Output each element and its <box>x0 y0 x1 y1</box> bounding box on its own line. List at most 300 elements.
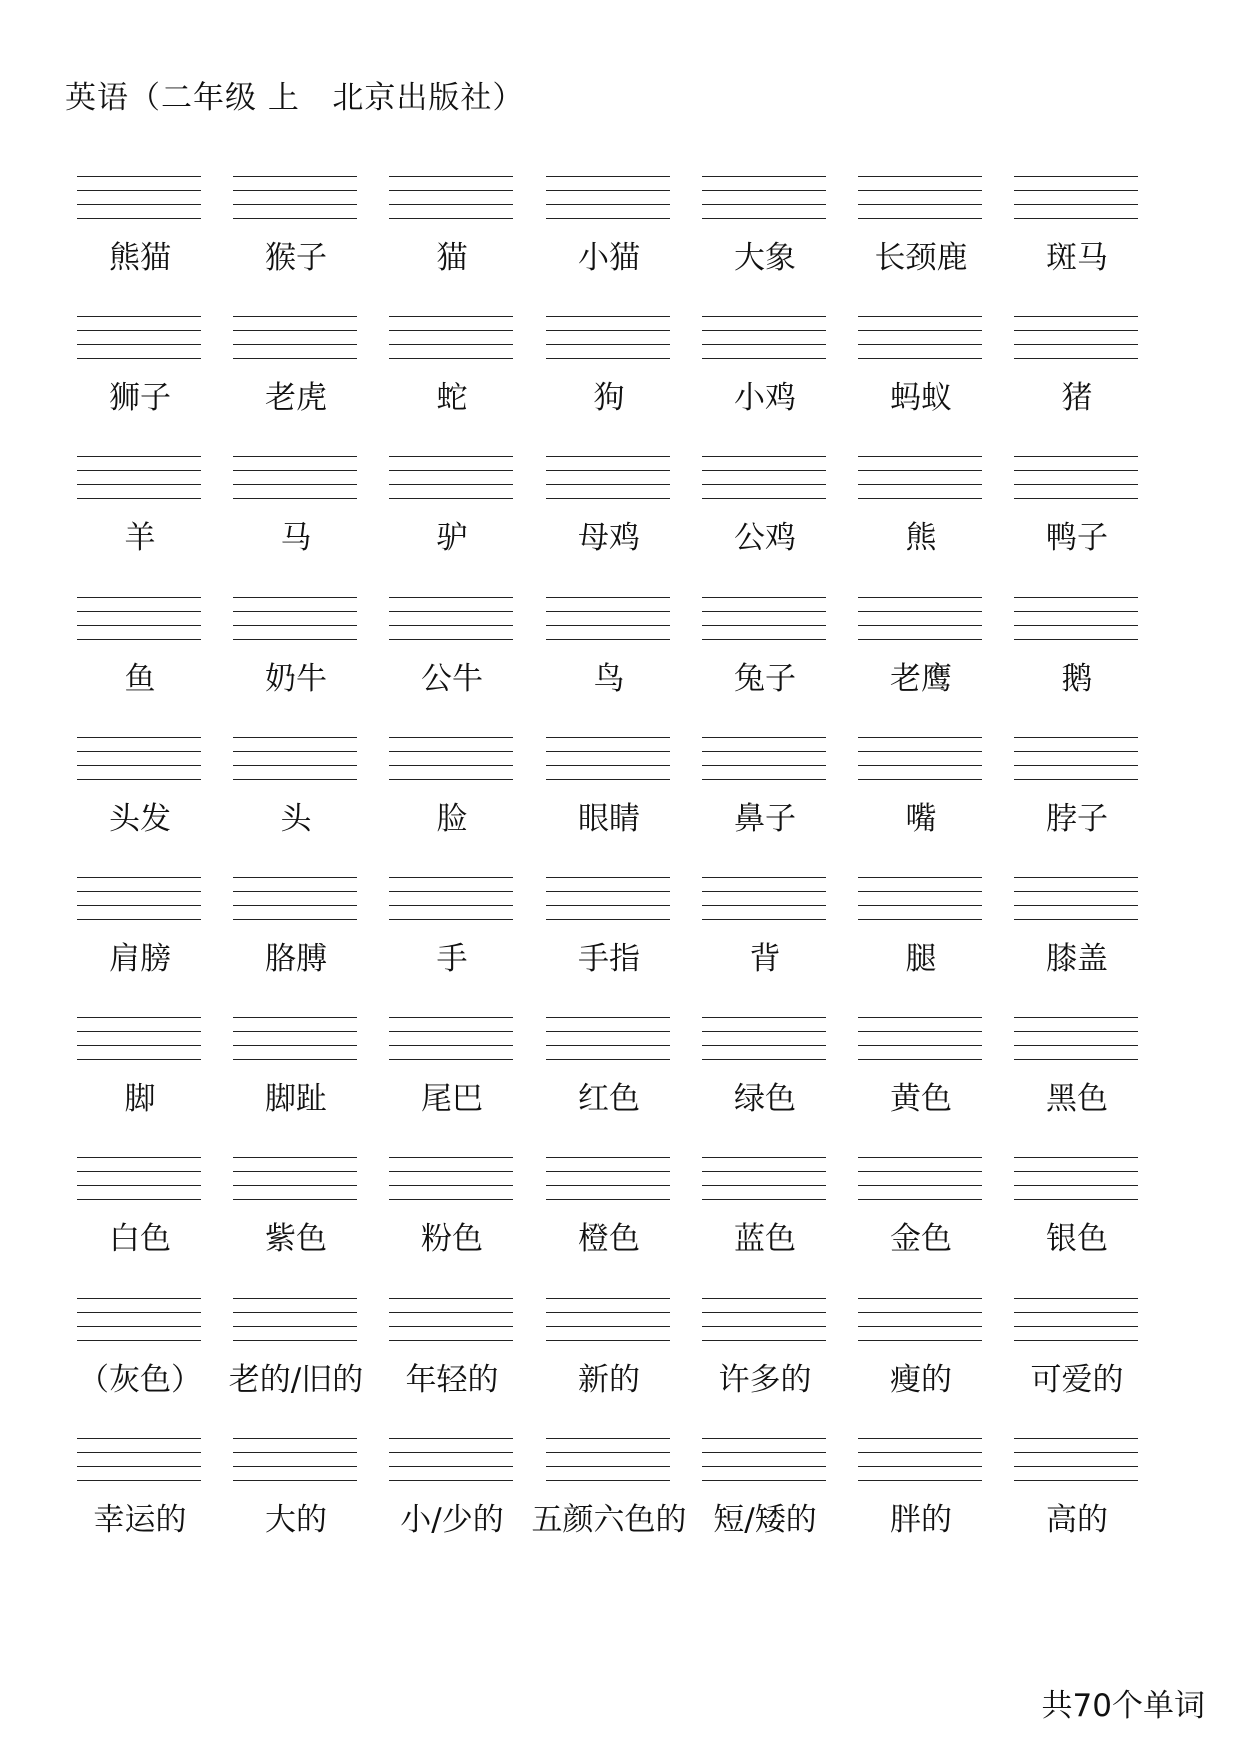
vocab-cell <box>389 176 515 276</box>
ruled-line <box>858 625 982 626</box>
ruled-line <box>858 1340 982 1341</box>
writing-lines[interactable] <box>1014 737 1140 784</box>
vocab-word: 猫 <box>436 240 468 276</box>
vocab-word: 头发 <box>109 801 171 837</box>
writing-lines[interactable] <box>389 176 515 223</box>
ruled-line <box>77 204 201 205</box>
writing-lines[interactable] <box>389 1298 515 1345</box>
writing-lines[interactable] <box>858 877 984 924</box>
ruled-line <box>858 611 982 612</box>
ruled-line <box>858 1438 982 1439</box>
vocab-cell <box>389 316 515 416</box>
vocab-word: 老鹰 <box>890 661 952 697</box>
ruled-line <box>702 1340 826 1341</box>
vocab-cell <box>858 456 984 556</box>
ruled-line <box>546 316 670 317</box>
writing-lines[interactable] <box>77 1298 203 1345</box>
vocab-cell <box>389 1438 515 1538</box>
ruled-line <box>389 1466 513 1467</box>
vocab-word: 猴子 <box>265 240 327 276</box>
vocab-cell <box>546 737 672 837</box>
ruled-line <box>702 204 826 205</box>
vocab-cell <box>546 1298 672 1398</box>
ruled-line <box>389 1452 513 1453</box>
ruled-line <box>233 330 357 331</box>
writing-lines[interactable] <box>389 597 515 644</box>
ruled-line <box>389 498 513 499</box>
vocab-cell <box>1014 456 1140 556</box>
ruled-line <box>858 218 982 219</box>
writing-lines[interactable] <box>702 877 828 924</box>
ruled-line <box>702 1017 826 1018</box>
vocab-word: 小鸡 <box>734 380 796 416</box>
writing-lines[interactable] <box>702 597 828 644</box>
vocab-word: 白色 <box>109 1221 171 1257</box>
writing-lines[interactable] <box>233 176 359 223</box>
ruled-line <box>389 484 513 485</box>
writing-lines[interactable] <box>77 1157 203 1204</box>
ruled-line <box>546 737 670 738</box>
vocab-cell <box>1014 1438 1140 1538</box>
ruled-line <box>1014 1157 1138 1158</box>
ruled-line <box>546 1466 670 1467</box>
ruled-line <box>858 1045 982 1046</box>
writing-lines[interactable] <box>389 456 515 503</box>
writing-lines[interactable] <box>233 877 359 924</box>
ruled-line <box>858 204 982 205</box>
writing-lines[interactable] <box>233 1438 359 1485</box>
vocab-cell <box>546 1017 672 1117</box>
vocab-cell <box>1014 1298 1140 1398</box>
vocab-cell <box>233 176 359 276</box>
writing-lines[interactable] <box>77 877 203 924</box>
ruled-line <box>389 344 513 345</box>
writing-lines[interactable] <box>858 176 984 223</box>
vocab-word: 短/矮的 <box>713 1502 817 1538</box>
vocab-cell <box>77 597 203 697</box>
ruled-line <box>546 1199 670 1200</box>
ruled-line <box>1014 877 1138 878</box>
ruled-line <box>389 1031 513 1032</box>
writing-lines[interactable] <box>233 737 359 784</box>
vocab-cell <box>233 1017 359 1117</box>
writing-lines[interactable] <box>702 1438 828 1485</box>
writing-lines[interactable] <box>77 597 203 644</box>
writing-lines[interactable] <box>233 1298 359 1345</box>
ruled-line <box>389 470 513 471</box>
ruled-line <box>546 751 670 752</box>
writing-lines[interactable] <box>77 456 203 503</box>
ruled-line <box>702 316 826 317</box>
ruled-line <box>702 1438 826 1439</box>
vocab-cell <box>389 1298 515 1398</box>
vocab-word: 狗 <box>593 380 625 416</box>
writing-lines[interactable] <box>702 1017 828 1064</box>
ruled-line <box>858 330 982 331</box>
vocab-cell <box>702 877 828 977</box>
ruled-line <box>1014 484 1138 485</box>
ruled-line <box>858 1298 982 1299</box>
ruled-line <box>702 891 826 892</box>
ruled-line <box>77 1199 201 1200</box>
ruled-line <box>858 1312 982 1313</box>
ruled-line <box>1014 1059 1138 1060</box>
vocab-word: 熊 <box>905 520 937 556</box>
writing-lines[interactable] <box>389 316 515 363</box>
writing-lines[interactable] <box>77 1438 203 1485</box>
ruled-line <box>233 204 357 205</box>
writing-lines[interactable] <box>858 737 984 784</box>
ruled-line <box>1014 1171 1138 1172</box>
vocab-word: 银色 <box>1046 1221 1108 1257</box>
vocab-word: 手 <box>436 941 468 977</box>
ruled-line <box>77 1326 201 1327</box>
ruled-line <box>702 1312 826 1313</box>
ruled-line <box>389 1438 513 1439</box>
writing-lines[interactable] <box>1014 1157 1140 1204</box>
ruled-line <box>233 1340 357 1341</box>
vocab-word: 老的/旧的 <box>228 1362 364 1398</box>
vocab-cell <box>858 597 984 697</box>
ruled-line <box>233 498 357 499</box>
ruled-line <box>1014 498 1138 499</box>
writing-lines[interactable] <box>858 316 984 363</box>
writing-lines[interactable] <box>1014 597 1140 644</box>
writing-lines[interactable] <box>389 1438 515 1485</box>
ruled-line <box>77 611 201 612</box>
vocab-word: 老虎 <box>265 380 327 416</box>
ruled-line <box>389 1157 513 1158</box>
writing-lines[interactable] <box>389 1017 515 1064</box>
ruled-line <box>702 905 826 906</box>
vocab-cell <box>702 597 828 697</box>
writing-lines[interactable] <box>702 1157 828 1204</box>
ruled-line <box>546 1326 670 1327</box>
ruled-line <box>1014 751 1138 752</box>
writing-lines[interactable] <box>233 1157 359 1204</box>
ruled-line <box>389 597 513 598</box>
vocab-cell <box>702 1017 828 1117</box>
vocab-cell <box>858 316 984 416</box>
ruled-line <box>77 877 201 878</box>
writing-lines[interactable] <box>702 456 828 503</box>
ruled-line <box>858 1157 982 1158</box>
writing-lines[interactable] <box>1014 1017 1140 1064</box>
vocab-word: 长颈鹿 <box>874 240 968 276</box>
ruled-line <box>233 1438 357 1439</box>
ruled-line <box>233 176 357 177</box>
ruled-line <box>702 358 826 359</box>
writing-lines[interactable] <box>546 176 672 223</box>
ruled-line <box>233 877 357 878</box>
ruled-line <box>702 779 826 780</box>
ruled-line <box>233 1157 357 1158</box>
vocab-word: 蚂蚁 <box>890 380 952 416</box>
ruled-line <box>233 891 357 892</box>
vocab-cell <box>1014 737 1140 837</box>
ruled-line <box>702 765 826 766</box>
ruled-line <box>858 597 982 598</box>
vocab-cell <box>77 737 203 837</box>
vocab-word: 鹅 <box>1061 661 1093 697</box>
ruled-line <box>858 1017 982 1018</box>
vocab-cell <box>1014 1157 1140 1257</box>
ruled-line <box>1014 316 1138 317</box>
writing-lines[interactable] <box>77 1017 203 1064</box>
writing-lines[interactable] <box>546 1017 672 1064</box>
writing-lines[interactable] <box>1014 1438 1140 1485</box>
ruled-line <box>77 1171 201 1172</box>
writing-lines[interactable] <box>702 316 828 363</box>
writing-lines[interactable] <box>1014 456 1140 503</box>
vocab-word: 肩膀 <box>109 941 171 977</box>
vocab-cell <box>858 877 984 977</box>
ruled-line <box>389 1059 513 1060</box>
vocab-word: 鸭子 <box>1046 520 1108 556</box>
ruled-line <box>1014 1185 1138 1186</box>
vocab-cell <box>702 316 828 416</box>
ruled-line <box>858 456 982 457</box>
vocab-word: 鸟 <box>593 661 625 697</box>
vocab-word: 手指 <box>578 941 640 977</box>
ruled-line <box>77 316 201 317</box>
writing-lines[interactable] <box>858 1438 984 1485</box>
ruled-line <box>546 484 670 485</box>
writing-lines[interactable] <box>546 737 672 784</box>
writing-lines[interactable] <box>546 597 672 644</box>
writing-lines[interactable] <box>702 176 828 223</box>
ruled-line <box>77 737 201 738</box>
ruled-line <box>858 1480 982 1481</box>
writing-lines[interactable] <box>233 316 359 363</box>
ruled-line <box>77 919 201 920</box>
ruled-line <box>1014 1340 1138 1341</box>
writing-lines[interactable] <box>858 1298 984 1345</box>
ruled-line <box>389 1298 513 1299</box>
vocab-cell <box>858 737 984 837</box>
ruled-line <box>77 218 201 219</box>
vocab-word: 幸运的 <box>93 1502 187 1538</box>
ruled-line <box>77 1312 201 1313</box>
writing-lines[interactable] <box>858 456 984 503</box>
vocab-word: 尾巴 <box>421 1081 483 1117</box>
ruled-line <box>702 1045 826 1046</box>
ruled-line <box>389 639 513 640</box>
ruled-line <box>77 176 201 177</box>
writing-lines[interactable] <box>1014 1298 1140 1345</box>
ruled-line <box>1014 1017 1138 1018</box>
vocab-cell <box>546 316 672 416</box>
ruled-line <box>389 1171 513 1172</box>
vocab-cell <box>1014 877 1140 977</box>
ruled-line <box>389 176 513 177</box>
ruled-line <box>858 765 982 766</box>
writing-lines[interactable] <box>77 737 203 784</box>
writing-lines[interactable] <box>77 176 203 223</box>
vocab-word: 黑色 <box>1046 1081 1108 1117</box>
vocab-word: 黄色 <box>890 1081 952 1117</box>
ruled-line <box>546 204 670 205</box>
ruled-line <box>77 891 201 892</box>
ruled-line <box>233 597 357 598</box>
vocab-cell <box>546 176 672 276</box>
vocab-word: 母鸡 <box>578 520 640 556</box>
vocab-cell <box>858 1438 984 1538</box>
ruled-line <box>858 344 982 345</box>
ruled-line <box>77 639 201 640</box>
ruled-line <box>546 877 670 878</box>
ruled-line <box>546 218 670 219</box>
ruled-line <box>77 330 201 331</box>
ruled-line <box>1014 470 1138 471</box>
ruled-line <box>702 611 826 612</box>
vocab-cell <box>858 1298 984 1398</box>
vocab-word: 高的 <box>1046 1502 1108 1538</box>
ruled-line <box>1014 358 1138 359</box>
ruled-line <box>77 1452 201 1453</box>
ruled-line <box>389 1480 513 1481</box>
ruled-line <box>858 316 982 317</box>
writing-lines[interactable] <box>1014 877 1140 924</box>
writing-lines[interactable] <box>858 1157 984 1204</box>
ruled-line <box>1014 1480 1138 1481</box>
ruled-line <box>858 751 982 752</box>
vocab-word: 许多的 <box>718 1362 812 1398</box>
vocab-cell <box>702 1438 828 1538</box>
vocab-cell <box>546 1157 672 1257</box>
vocab-cell <box>77 877 203 977</box>
vocab-cell <box>389 1157 515 1257</box>
vocab-word: 奶牛 <box>265 661 327 697</box>
ruled-line <box>389 611 513 612</box>
ruled-line <box>389 316 513 317</box>
ruled-line <box>233 1312 357 1313</box>
ruled-line <box>546 190 670 191</box>
vocab-cell <box>858 1017 984 1117</box>
ruled-line <box>1014 204 1138 205</box>
vocab-cell <box>531 1438 687 1538</box>
ruled-line <box>233 358 357 359</box>
ruled-line <box>702 330 826 331</box>
writing-lines[interactable] <box>389 737 515 784</box>
vocab-cell <box>77 316 203 416</box>
ruled-line <box>1014 625 1138 626</box>
ruled-line <box>1014 218 1138 219</box>
ruled-line <box>389 190 513 191</box>
vocab-word: 驴 <box>436 520 468 556</box>
ruled-line <box>389 1340 513 1341</box>
writing-lines[interactable] <box>389 1157 515 1204</box>
ruled-line <box>389 1312 513 1313</box>
writing-lines[interactable] <box>546 877 672 924</box>
ruled-line <box>1014 1438 1138 1439</box>
ruled-line <box>389 905 513 906</box>
writing-lines[interactable] <box>858 1017 984 1064</box>
writing-lines[interactable] <box>77 316 203 363</box>
vocab-word: 膝盖 <box>1046 941 1108 977</box>
ruled-line <box>77 779 201 780</box>
writing-lines[interactable] <box>1014 176 1140 223</box>
vocab-word: 猪 <box>1061 380 1093 416</box>
ruled-line <box>702 919 826 920</box>
ruled-line <box>233 751 357 752</box>
ruled-line <box>233 1298 357 1299</box>
ruled-line <box>858 484 982 485</box>
ruled-line <box>546 470 670 471</box>
ruled-line <box>233 625 357 626</box>
ruled-line <box>389 891 513 892</box>
vocab-word: 斑马 <box>1046 240 1108 276</box>
ruled-line <box>1014 1452 1138 1453</box>
writing-lines[interactable] <box>233 1017 359 1064</box>
vocab-word: 脸 <box>436 801 468 837</box>
vocab-cell <box>702 1298 828 1398</box>
ruled-line <box>702 877 826 878</box>
vocab-cell <box>228 1298 364 1398</box>
ruled-line <box>858 190 982 191</box>
ruled-line <box>1014 765 1138 766</box>
writing-lines[interactable] <box>389 877 515 924</box>
ruled-line <box>702 1199 826 1200</box>
vocab-word: 鼻子 <box>734 801 796 837</box>
vocab-word: 大的 <box>265 1502 327 1538</box>
ruled-line <box>702 176 826 177</box>
ruled-line <box>858 877 982 878</box>
ruled-line <box>702 639 826 640</box>
vocab-cell <box>77 176 203 276</box>
ruled-line <box>858 1466 982 1467</box>
writing-lines[interactable] <box>1014 316 1140 363</box>
ruled-line <box>702 1185 826 1186</box>
writing-lines[interactable] <box>546 1438 672 1485</box>
ruled-line <box>546 891 670 892</box>
ruled-line <box>77 1045 201 1046</box>
writing-lines[interactable] <box>702 737 828 784</box>
ruled-line <box>858 1326 982 1327</box>
ruled-line <box>77 751 201 752</box>
writing-lines[interactable] <box>233 456 359 503</box>
vocab-cell <box>77 1157 203 1257</box>
ruled-line <box>702 597 826 598</box>
ruled-line <box>233 905 357 906</box>
writing-lines[interactable] <box>546 456 672 503</box>
writing-lines[interactable] <box>858 597 984 644</box>
writing-lines[interactable] <box>702 1298 828 1345</box>
vocab-cell <box>233 1438 359 1538</box>
ruled-line <box>77 1157 201 1158</box>
ruled-line <box>858 891 982 892</box>
ruled-line <box>858 470 982 471</box>
writing-lines[interactable] <box>546 1157 672 1204</box>
writing-lines[interactable] <box>233 597 359 644</box>
ruled-line <box>546 456 670 457</box>
ruled-line <box>233 344 357 345</box>
ruled-line <box>233 1031 357 1032</box>
ruled-line <box>389 919 513 920</box>
vocab-word: 鱼 <box>124 661 156 697</box>
writing-lines[interactable] <box>546 1298 672 1345</box>
ruled-line <box>858 1171 982 1172</box>
vocab-word: 头 <box>280 801 312 837</box>
page-title: 英语（二年级 上 北京出版社） <box>65 80 525 116</box>
ruled-line <box>546 1031 670 1032</box>
writing-lines[interactable] <box>546 316 672 363</box>
ruled-line <box>1014 1199 1138 1200</box>
ruled-line <box>77 190 201 191</box>
vocab-cell <box>1014 176 1140 276</box>
vocab-cell <box>702 456 828 556</box>
ruled-line <box>702 190 826 191</box>
